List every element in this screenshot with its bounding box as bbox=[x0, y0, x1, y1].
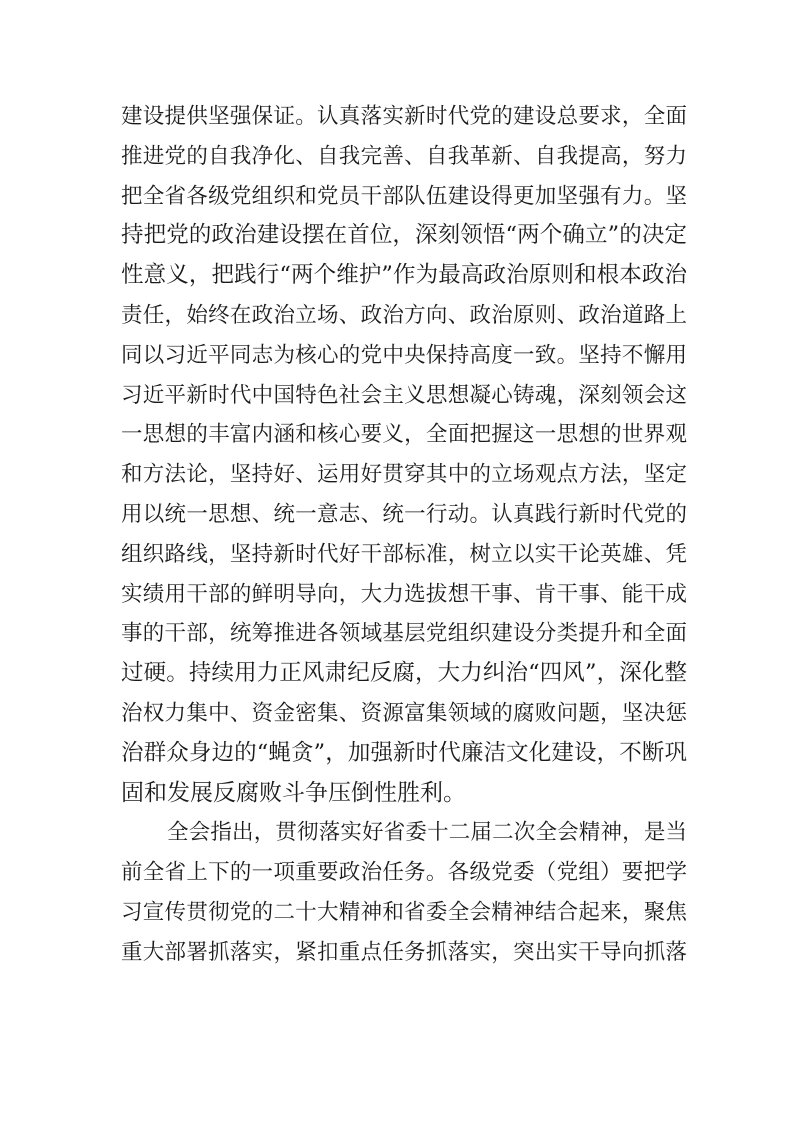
text-line: 前全省上下的一项重要政治任务。各级党委（党组）要把学 bbox=[121, 860, 687, 886]
text-line: 固和发展反腐败斗争压倒性胜利。 bbox=[121, 779, 466, 806]
text-line: 性意义，把践行“两个维护”作为最高政治原则和根本政治 bbox=[121, 262, 687, 289]
text-line: 同以习近平同志为核心的党中央保持高度一致。坚持不懈用 bbox=[121, 342, 687, 368]
paragraph bbox=[121, 97, 687, 813]
text-line: 重大部署抓落实，紧扣重点任务抓落实，突出实干导向抓落 bbox=[121, 939, 687, 965]
text-line: 推进党的自我净化、自我完善、自我革新、自我提高，努力 bbox=[121, 143, 687, 169]
paragraph bbox=[121, 813, 687, 972]
body-text bbox=[121, 97, 687, 973]
text-line: 用以统一思想、统一意志、统一行动。认真践行新时代党的 bbox=[121, 501, 687, 527]
text-line: 过硬。持续用力正风肃纪反腐，大力纠治“四风”，深化整 bbox=[121, 660, 687, 687]
text-line: 实绩用干部的鲜明导向，大力选拔想干事、肯干事、能干成 bbox=[121, 581, 687, 607]
text-line: 治权力集中、资金密集、资源富集领域的腐败问题，坚决惩 bbox=[121, 700, 687, 726]
text-line: 治群众身边的“蝇贪”，加强新时代廉洁文化建设，不断巩 bbox=[121, 739, 687, 766]
text-line: 和方法论，坚持好、运用好贯穿其中的立场观点方法，坚定 bbox=[121, 462, 687, 488]
text-line: 持把党的政治建设摆在首位，深刻领悟“两个确立”的决定 bbox=[121, 222, 687, 249]
text-line: 全会指出，贯彻落实好省委十二届二次全会精神，是当 bbox=[167, 820, 687, 846]
text-line: 事的干部，统筹推进各领域基层党组织建设分类提升和全面 bbox=[121, 621, 687, 647]
text-line: 习近平新时代中国特色社会主义思想凝心铸魂，深刻领会这 bbox=[121, 382, 687, 408]
text-line: 建设提供坚强保证。认真落实新时代党的建设总要求，全面 bbox=[121, 104, 687, 129]
text-line: 责任，始终在政治立场、政治方向、政治原则、政治道路上 bbox=[121, 302, 687, 328]
text-line: 一思想的丰富内涵和核心要义，全面把握这一思想的世界观 bbox=[121, 422, 687, 448]
text-line: 习宣传贯彻党的二十大精神和省委全会精神结合起来，聚焦 bbox=[121, 899, 687, 925]
text-line: 组织路线，坚持新时代好干部标准，树立以实干论英雄、凭 bbox=[121, 541, 687, 567]
text-line: 把全省各级党组织和党员干部队伍建设得更加坚强有力。坚 bbox=[121, 183, 687, 209]
